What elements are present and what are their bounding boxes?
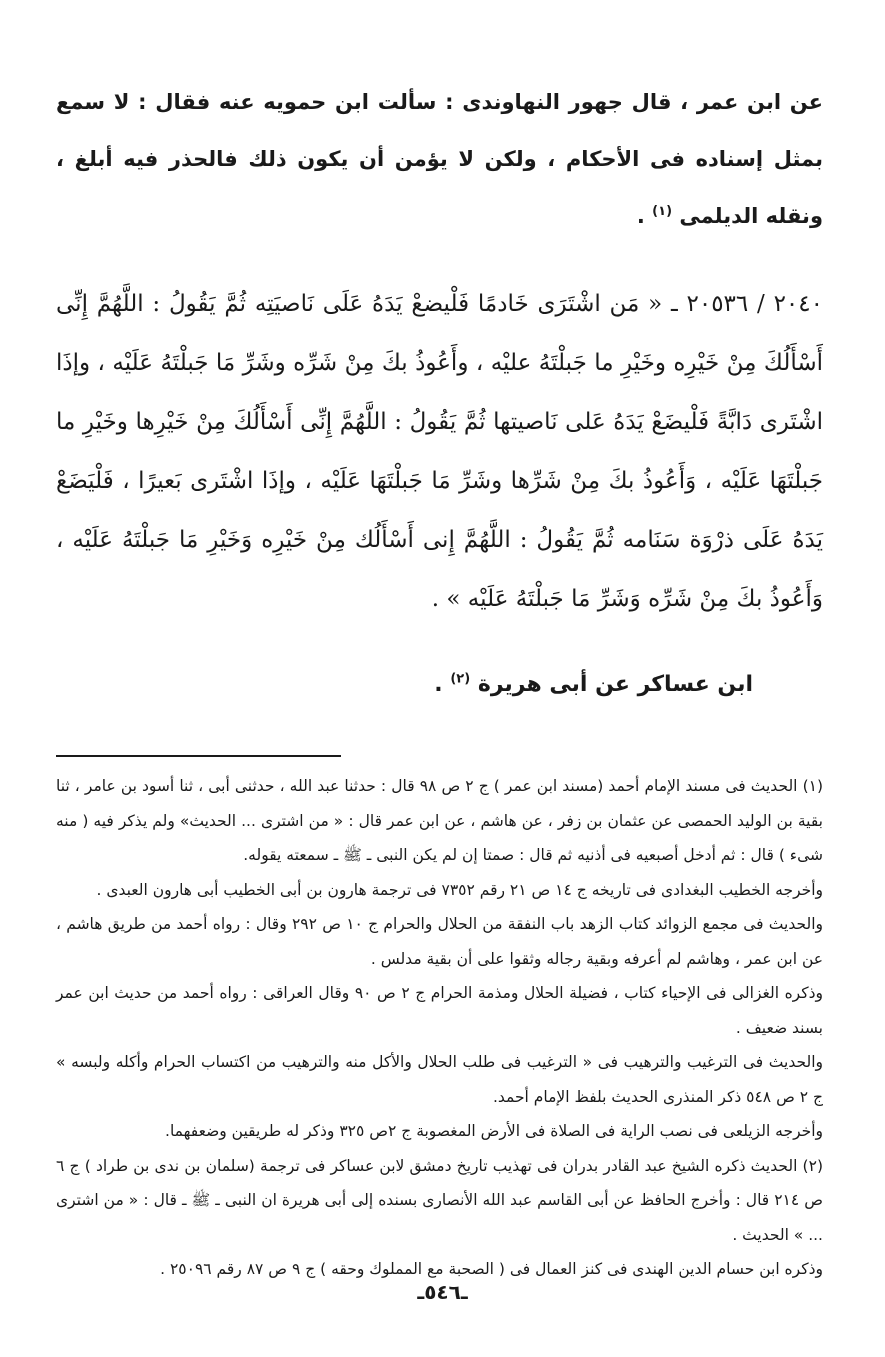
footnote: والحديث فى الترغيب والترهيب فى « الترغيب فى طلب الحلال والأكل منه والترهيب من اكتساب الحرام وأكله ولبسه » ج ٢ ص ٥٤٨ ذكر المنذرى الحديث بلفظ الإمام أحمد. — [56, 1053, 823, 1106]
footnote-ref-1[interactable]: (١) — [652, 204, 673, 219]
intro-end: . — [636, 204, 645, 228]
footnote-divider-wrap — [56, 715, 823, 769]
footnote-divider — [56, 755, 341, 757]
footnote: وأخرجه الزيلعى فى نصب الراية فى الصلاة فى الأرض المغصوبة ج ٢ص ٣٢٥ وذكر له طريقين وضعفهما. — [165, 1122, 823, 1140]
footnote: وذكره الغزالى فى الإحياء كتاب ، فضيلة الحلال ومذمة الحرام ج ٢ ص ٩٠ وقال العراقى : رواه أحمد من حديث ابن عمر بسند ضعيف . — [56, 984, 824, 1037]
page-number: ـ٥٤٦ـ — [417, 1280, 468, 1304]
footnote: وأخرجه الخطيب البغدادى فى تاريخه ج ١٤ ص ٢١ رقم ٧٣٥٢ فى ترجمة هارون بن أبى الخطيب أبى هارون العبدى . — [96, 880, 823, 899]
footnote-ref-2[interactable]: (٢) — [450, 671, 471, 687]
footnote: والحديث فى مجمع الزوائد كتاب الزهد باب النفقة من الحلال والحرام ج ١٠ ص ٢٩٢ وقال : رواه أحمد من طريق هاشم ، عن ابن عمر ، وهاشم لم أعرفه وبقية رجاله وثقوا على أن بقية مدلس . — [56, 915, 823, 968]
intro-text: عن ابن عمر ، قال جهور النهاوندى : سألت ابن حمويه عنه فقال : لا سمع بمثل إسناده فى الأحكام ، ولكن لا يؤمن أن يكون ذلك فالحذر فيه أبلغ ، ونقله الديلمى — [56, 90, 823, 228]
footnotes — [56, 769, 823, 1287]
source-end: . — [434, 672, 443, 697]
hadith-source — [56, 655, 823, 715]
source-text: ابن عساكر عن أبى هريرة — [477, 672, 753, 697]
footnote: (٢) الحديث ذكره الشيخ عبد القادر بدران فى تهذيب تاريخ دمشق لابن عساكر فى ترجمة (سلمان بن ندى بن طراد ) ج ٦ ص ٢١٤ قال : وأخرج الحافظ عن أبى القاسم عبد الله الأنصارى بسنده إلى أبى هريرة ان النبى ـ ﷺ ـ قال : « من اشترى ... » الحديث . — [56, 1156, 823, 1244]
footnote: وذكره ابن حسام الدين الهندى فى كنز العمال فى ( الصحبة مع المملوك وحقه ) ج ٩ ص ٨٧ رقم ٢٥٠٩٦ . — [160, 1260, 823, 1278]
hadith-text: ٢٠٤٠ / ٢٠٥٣٦ ـ « مَن اشْتَرَى خَادمًا فَلْيضعْ يَدَهُ عَلَى نَاصيَتِه ثُمَّ يَقُولُ : اللَّهُمَّ إِنِّى أَسْأَلُكَ مِنْ خَيْرِه وخَيْرِ ما جَبلْتَهُ عليْه ، وأَعُوذُ بكَ مِنْ شَرِّه وشَرِّ مَا جَبلْتَهُ عَلَيْه ، وإذَا اشْتَرى دَابَّةً فَلْيضَعْ يَدَهُ عَلى نَاصيتها ثُمَّ يَقُولُ : اللَّهُمَّ إِنِّى أَسْأَلُكَ مِنْ خَيْرِها وخَيْرِ ما جَبلْتَهَا عَلَيْه ، وَأَعُوذُ بكَ مِنْ شَرِّها وشَرِّ مَا جَبلْتَهَا عَلَيْه ، وإذَا اشْتَرى بَعيرًا ، فَلْيَضَعْ يَدَهُ عَلَى ذرْوَة سَنَامه ثُمَّ يَقُولُ : اللَّهُمَّ إِنى أَسْأَلُك مِنْ خَيْرِه وَخَيْرِ مَا جَبلْتَهُ عَلَيْه ، وَأَعُوذُ بكَ مِنْ شَرِّه وَشَرِّ مَا جَبلْتَهُ عَلَيْه » . — [56, 291, 823, 612]
intro-paragraph — [56, 74, 823, 245]
footnote: (١) الحديث فى مسند الإمام أحمد (مسند ابن عمر ) ج ٢ ص ٩٨ قال : حدثنا عبد الله ، حدثنى أبى ، ثنا أسود بن عامر ، ثنا بقية بن الوليد الحمصى عن عثمان بن زفر ، عن هاشم ، عن ابن عمر قال : « من اشترى ... الحديث» ولم يذكر فيه ( منه شىء ) قال : ثم أدخل أصبعيه فى أذنيه ثم قال : صمتا إن لم يكن النبى ـ ﷺ ـ سمعته يقوله. — [56, 777, 824, 864]
